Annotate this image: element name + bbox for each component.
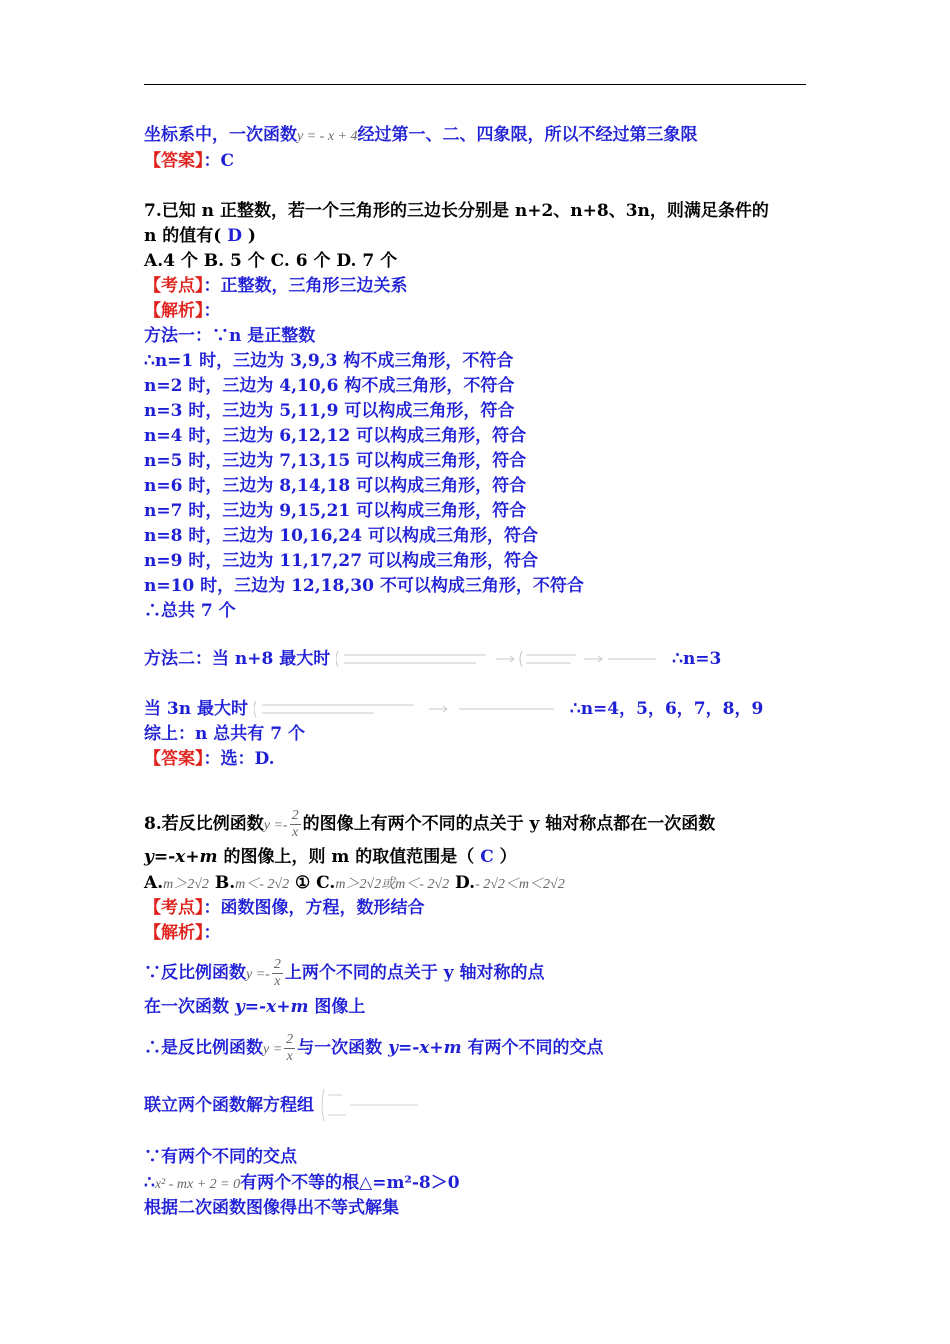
answer-choice: D: [221, 226, 248, 246]
question-8-stem: [144, 808, 715, 841]
text: 的图像上，则 m 的取值范围是（: [217, 847, 475, 867]
question-8-stem-2: [144, 846, 517, 868]
kaodian-text: ：函数图像，方程，数形结合: [203, 898, 425, 918]
option-label: ① C.: [289, 873, 336, 893]
answer-label: 【答案】: [144, 151, 204, 171]
math-formula: y =: [263, 1042, 283, 1057]
function-expression: y=-x+m: [234, 997, 309, 1017]
function-expression: y=-x+m: [388, 1038, 462, 1058]
case-line: n=9 时，三边为 11,17,27 可以构成三角形，符合: [144, 551, 538, 571]
text: 当 3n 最大时: [144, 699, 249, 719]
jiexi-label: 【解析】: [144, 301, 204, 321]
answer-value: ：选：D.: [203, 749, 275, 769]
answer-choice: C: [474, 847, 500, 867]
method-3: [144, 698, 763, 721]
text: 有两个不等的根△=m²-8＞0: [240, 1173, 460, 1193]
method-2: [144, 648, 721, 671]
case-line: n=3 时，三边为 5,11,9 可以构成三角形，符合: [144, 401, 515, 421]
kaodian-label: 【考点】: [144, 898, 204, 918]
text: 在一次函数: [144, 997, 235, 1017]
solution-line: ∵有两个不同的交点: [144, 1147, 297, 1167]
text: 有两个不同的交点: [461, 1038, 604, 1058]
denominator: x: [291, 825, 299, 840]
case-line: ∴n=1 时，三边为 3,9,3 构不成三角形，不符合: [144, 351, 514, 371]
text: ∴n=4，5，6，7，8，9: [569, 699, 764, 719]
fraction: [290, 808, 301, 841]
option-label: B.: [208, 873, 236, 893]
math-formula: y =-: [263, 818, 288, 833]
text: ）: [499, 847, 517, 867]
question-7-stem: 7.已知 n 正整数，若一个三角形的三边长分别是 n+2、n+8、3n，则满足条件的: [144, 201, 769, 221]
text: ：: [203, 923, 221, 943]
total-line: ∴总共 7 个: [144, 601, 236, 621]
blurred-formula-icon: [254, 699, 564, 719]
jiexi-line: [144, 922, 221, 944]
text: 上两个不同的点关于 y 轴对称的点: [284, 963, 545, 983]
solution-line: [144, 1032, 604, 1065]
text: ): [247, 226, 256, 246]
solution-line: [144, 1172, 460, 1196]
denominator: x: [286, 1049, 293, 1064]
blurred-formula-icon: [336, 649, 666, 669]
text-line: [144, 124, 697, 148]
solution-line: [144, 957, 545, 990]
text: ∴: [144, 1173, 155, 1193]
kaodian-text: ：正整数，三角形三边关系: [203, 276, 408, 296]
math-formula: m＞2√2或m＜- 2√2: [335, 877, 450, 892]
text: ∴是反比例函数: [144, 1038, 263, 1058]
answer-line: [144, 748, 275, 770]
kaodian-line: [144, 897, 425, 919]
question-8-options: [144, 872, 565, 896]
option-label: A.: [144, 873, 164, 893]
case-line: n=2 时，三边为 4,10,6 构不成三角形，不符合: [144, 376, 515, 396]
question-7-options: A.4 个 B. 5 个 C. 6 个 D. 7 个: [144, 251, 398, 271]
text: 经过第一、二、四象限，所以不经过第三象限: [357, 125, 698, 145]
text: n 的值有(: [144, 226, 222, 246]
answer-value: ：C: [203, 151, 235, 171]
case-line: n=6 时，三边为 8,14,18 可以构成三角形，符合: [144, 476, 527, 496]
jiexi-label: 【解析】: [144, 923, 204, 943]
blurred-equation-system: [336, 649, 666, 671]
math-formula: m＞2√2: [163, 877, 209, 892]
math-formula: y = - x + 4: [297, 129, 358, 144]
text: 图像上: [308, 997, 366, 1017]
text: 方法二：当 n+8 最大时: [144, 649, 331, 669]
summary-line: 综上：n 总共有 7 个: [144, 724, 305, 744]
case-line: n=7 时，三边为 9,15,21 可以构成三角形，符合: [144, 501, 527, 521]
jiexi-line: [144, 300, 221, 322]
blurred-equation-system: [320, 1085, 420, 1127]
kaodian-label: 【考点】: [144, 276, 204, 296]
case-line: n=4 时，三边为 6,12,12 可以构成三角形，符合: [144, 426, 527, 446]
fraction: [284, 1032, 295, 1065]
blurred-equation-system: [254, 699, 564, 721]
text: 坐标系中，一次函数: [144, 125, 297, 145]
math-formula: - 2√2＜m＜2√2: [475, 877, 565, 892]
function-expression: y=-x+m: [144, 847, 218, 867]
method-1: 方法一：∵n 是正整数: [144, 326, 316, 346]
numerator: 2: [286, 1032, 294, 1047]
math-formula: x² - mx + 2 = 0: [154, 1177, 241, 1192]
math-formula: m＜- 2√2: [235, 877, 290, 892]
numerator: 2: [291, 808, 299, 823]
text: 8.若反比例函数: [144, 814, 264, 834]
text: ∴n=3: [672, 649, 722, 669]
text: 的图像上有两个不同的点关于 y 轴对称点都在一次函数: [302, 814, 716, 834]
solution-line: 根据二次函数图像得出不等式解集: [144, 1198, 399, 1218]
solution-line: [144, 996, 365, 1018]
math-formula: y =-: [246, 967, 270, 982]
numerator: 2: [273, 957, 281, 972]
denominator: x: [274, 974, 281, 989]
answer-line: [144, 150, 234, 172]
blurred-formula-icon: [320, 1085, 420, 1125]
header-rule: [144, 84, 806, 85]
text: ：: [203, 301, 221, 321]
kaodian-line: [144, 275, 408, 297]
solution-line: [144, 1085, 420, 1127]
text: ∵反比例函数: [144, 963, 246, 983]
fraction: [272, 957, 283, 990]
answer-label: 【答案】: [144, 749, 204, 769]
option-label: D.: [449, 873, 476, 893]
text: 联立两个函数解方程组: [144, 1095, 314, 1116]
case-line: n=5 时，三边为 7,13,15 可以构成三角形，符合: [144, 451, 527, 471]
question-7-stem-2: [144, 225, 256, 247]
case-line: n=8 时，三边为 10,16,24 可以构成三角形，符合: [144, 526, 538, 546]
text: 与一次函数: [297, 1038, 389, 1058]
case-line: n=10 时，三边为 12,18,30 不可以构成三角形，不符合: [144, 576, 584, 596]
